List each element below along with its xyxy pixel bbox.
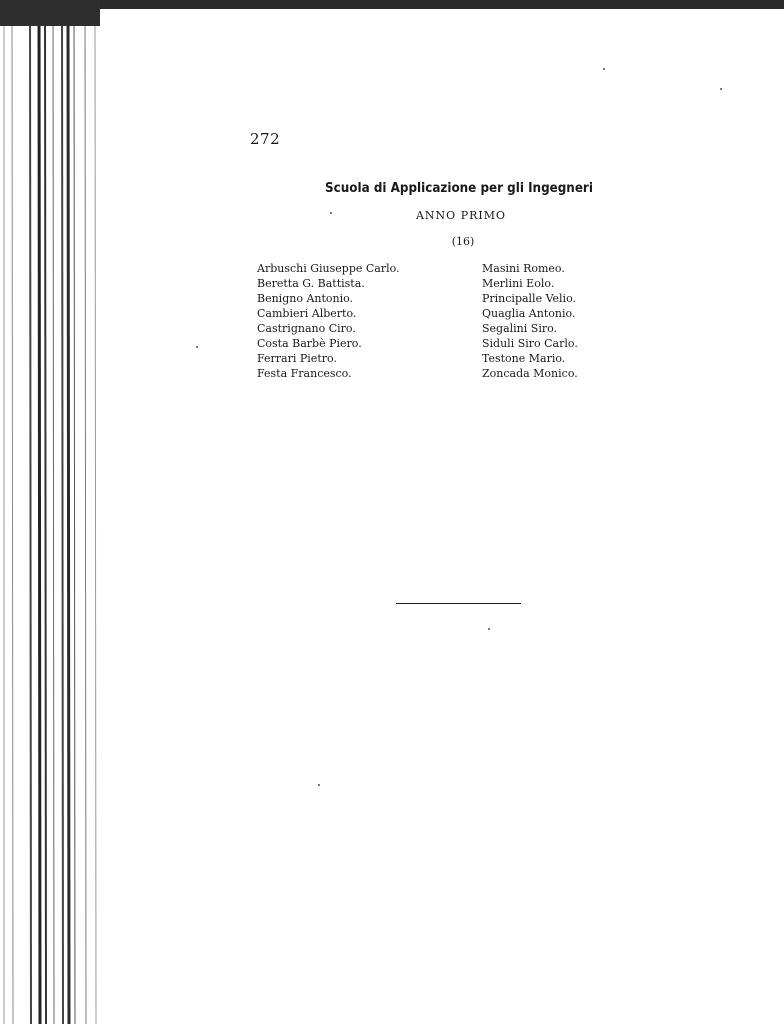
student-name: Festa Francesco. <box>257 367 352 380</box>
student-name: Costa Barbè Piero. <box>257 337 362 350</box>
student-name: Principalle Velio. <box>482 292 576 305</box>
student-name: Quaglia Antonio. <box>482 307 576 320</box>
student-list-right <box>482 261 578 381</box>
student-name: Masini Romeo. <box>482 262 565 275</box>
section-heading: Scuola di Applicazione per gli Ingegneri <box>325 181 593 196</box>
student-count: (16) <box>451 235 475 248</box>
student-name: Beretta G. Battista. <box>257 277 365 290</box>
scan-speck <box>196 346 198 348</box>
year-subheading: ANNO PRIMO <box>415 209 507 222</box>
scan-speck <box>488 628 490 630</box>
student-name: Merlini Eolo. <box>482 277 555 290</box>
student-list-left <box>257 261 400 381</box>
book-binding-edge <box>0 0 100 1024</box>
scan-speck <box>720 88 722 90</box>
scan-speck <box>603 68 605 70</box>
scan-top-edge <box>0 0 784 9</box>
student-name: Cambieri Alberto. <box>257 307 357 320</box>
student-name: Segalini Siro. <box>482 322 558 335</box>
closing-rule <box>396 603 521 604</box>
student-name: Testone Mario. <box>482 352 566 365</box>
student-name: Benigno Antonio. <box>257 292 354 305</box>
scan-speck <box>318 784 320 786</box>
student-name: Siduli Siro Carlo. <box>482 337 578 350</box>
page-number: 272 <box>250 130 281 148</box>
student-name: Arbuschi Giuseppe Carlo. <box>257 262 400 275</box>
student-name: Castrignano Ciro. <box>257 322 356 335</box>
student-name: Ferrari Pietro. <box>257 352 337 365</box>
student-name: Zoncada Monico. <box>482 367 578 380</box>
scan-speck <box>330 212 332 214</box>
